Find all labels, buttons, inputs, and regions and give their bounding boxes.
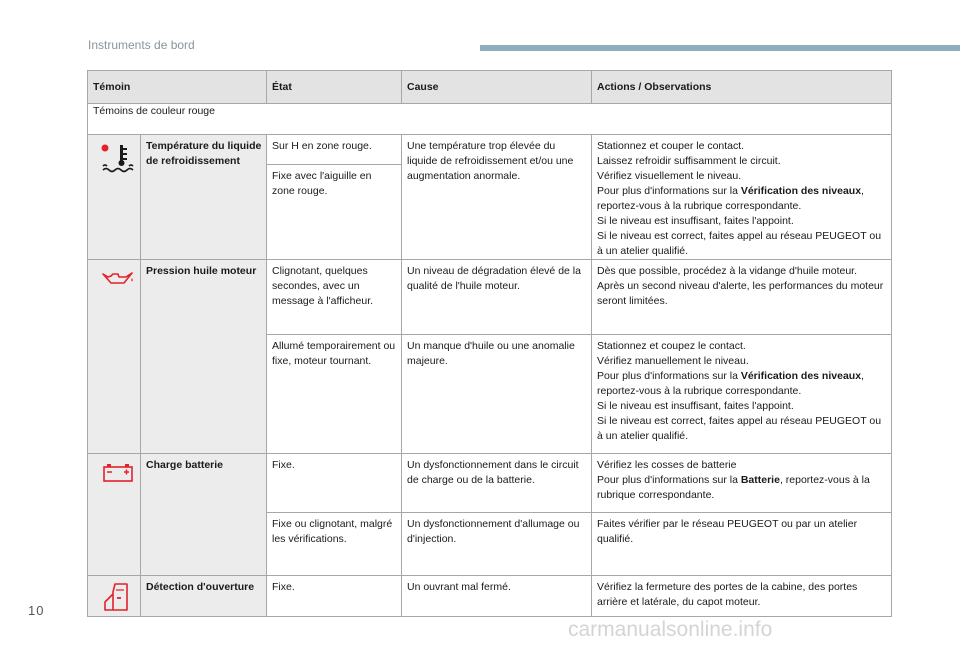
battery-state-1: Fixe. [267,454,402,513]
table-row [88,576,892,617]
table-row [88,454,892,513]
coolant-state-2: Fixe avec l'aiguille en zone rouge. [267,165,402,260]
door-cause: Un ouvrant mal fermé. [402,576,592,617]
link-batterie: Batterie [740,474,780,486]
action-line: Pour plus d'informations sur la Batterie, reportez-vous à la rubrique correspondante. [597,474,870,501]
oil-state-2: Allumé temporairement ou fixe, moteur tournant. [267,335,402,454]
link-verification-niveaux: Vérification des niveaux [740,370,862,382]
battery-state-2: Fixe ou clignotant, malgré les vérifications. [267,513,402,576]
section-title: Instruments de bord [88,38,195,52]
header-cause: Cause [402,71,592,104]
door-open-icon-cell [88,576,141,617]
action-line: Vérifiez les cosses de batterie [597,459,737,471]
link-verification-niveaux: Vérification des niveaux [740,185,862,197]
door-actions: Vérifiez la fermeture des portes de la cabine, des portes arrière et latérale, du capot moteur. [592,576,892,617]
action-line: Vérifiez visuellement le niveau. [597,170,742,182]
action-line: Dès que possible, procédez à la vidange d'huile moteur. [597,265,858,277]
table-row [88,260,892,335]
coolant-temperature-icon [101,143,135,173]
oil-actions-1 [592,260,892,335]
action-line: Stationnez et couper le contact. [597,140,745,152]
battery-icon [101,462,135,484]
battery-icon-cell [88,454,141,576]
section-row [88,104,892,135]
section-label: Témoins de couleur rouge [88,104,892,135]
warning-lights-table [87,70,892,617]
door-state: Fixe. [267,576,402,617]
battery-actions-2: Faites vérifier par le réseau PEUGEOT ou par un atelier qualifié. [592,513,892,576]
battery-actions-1 [592,454,892,513]
table-row [88,135,892,165]
coolant-temperature-name: Température du liquide de refroidissement [141,135,267,260]
oil-cause-2: Un manque d'huile ou une anomalie majeure. [402,335,592,454]
header-actions: Actions / Observations [592,71,892,104]
action-line: Pour plus d'informations sur la Vérification des niveaux, reportez-vous à la rubrique correspondante. [597,370,864,397]
battery-cause-1: Un dysfonctionnement dans le circuit de charge ou de la batterie. [402,454,592,513]
table-header-row [88,71,892,104]
action-line: Pour plus d'informations sur la Vérification des niveaux, reportez-vous à la rubrique correspondante. [597,185,864,212]
battery-cause-2: Un dysfonctionnement d'allumage ou d'injection. [402,513,592,576]
battery-name: Charge batterie [141,454,267,576]
action-line: Vérifiez manuellement le niveau. [597,355,749,367]
header-etat: État [267,71,402,104]
coolant-temperature-icon-cell [88,135,141,260]
header-temoin: Témoin [88,71,267,104]
door-open-name: Détection d'ouverture [141,576,267,617]
oil-state-1: Clignotant, quelques secondes, avec un message à l'afficheur. [267,260,402,335]
action-line: Si le niveau est correct, faites appel au réseau PEUGEOT ou à un atelier qualifié. [597,230,882,257]
oil-pressure-name: Pression huile moteur [141,260,267,454]
door-open-icon [101,580,135,614]
action-line: Si le niveau est insuffisant, faites l'appoint. [597,400,794,412]
coolant-actions [592,135,892,260]
action-line: Laissez refroidir suffisamment le circuit. [597,155,781,167]
action-line: Après un second niveau d'alerte, les performances du moteur seront limitées. [597,280,884,307]
action-line: Stationnez et coupez le contact. [597,340,746,352]
action-line: Si le niveau est insuffisant, faites l'appoint. [597,215,794,227]
page-number: 10 [28,603,45,618]
coolant-state-1: Sur H en zone rouge. [267,135,402,165]
watermark: carmanualsonline.info [568,618,773,641]
action-line: Si le niveau est correct, faites appel au réseau PEUGEOT ou à un atelier qualifié. [597,415,882,442]
oil-pressure-icon-cell [88,260,141,454]
oil-actions-2 [592,335,892,454]
coolant-cause: Une température trop élevée du liquide de refroidissement et/ou une augmentation anormale. [402,135,592,260]
oil-cause-1: Un niveau de dégradation élevé de la qualité de l'huile moteur. [402,260,592,335]
header-accent-bar [480,45,960,51]
oil-pressure-icon [101,268,135,290]
